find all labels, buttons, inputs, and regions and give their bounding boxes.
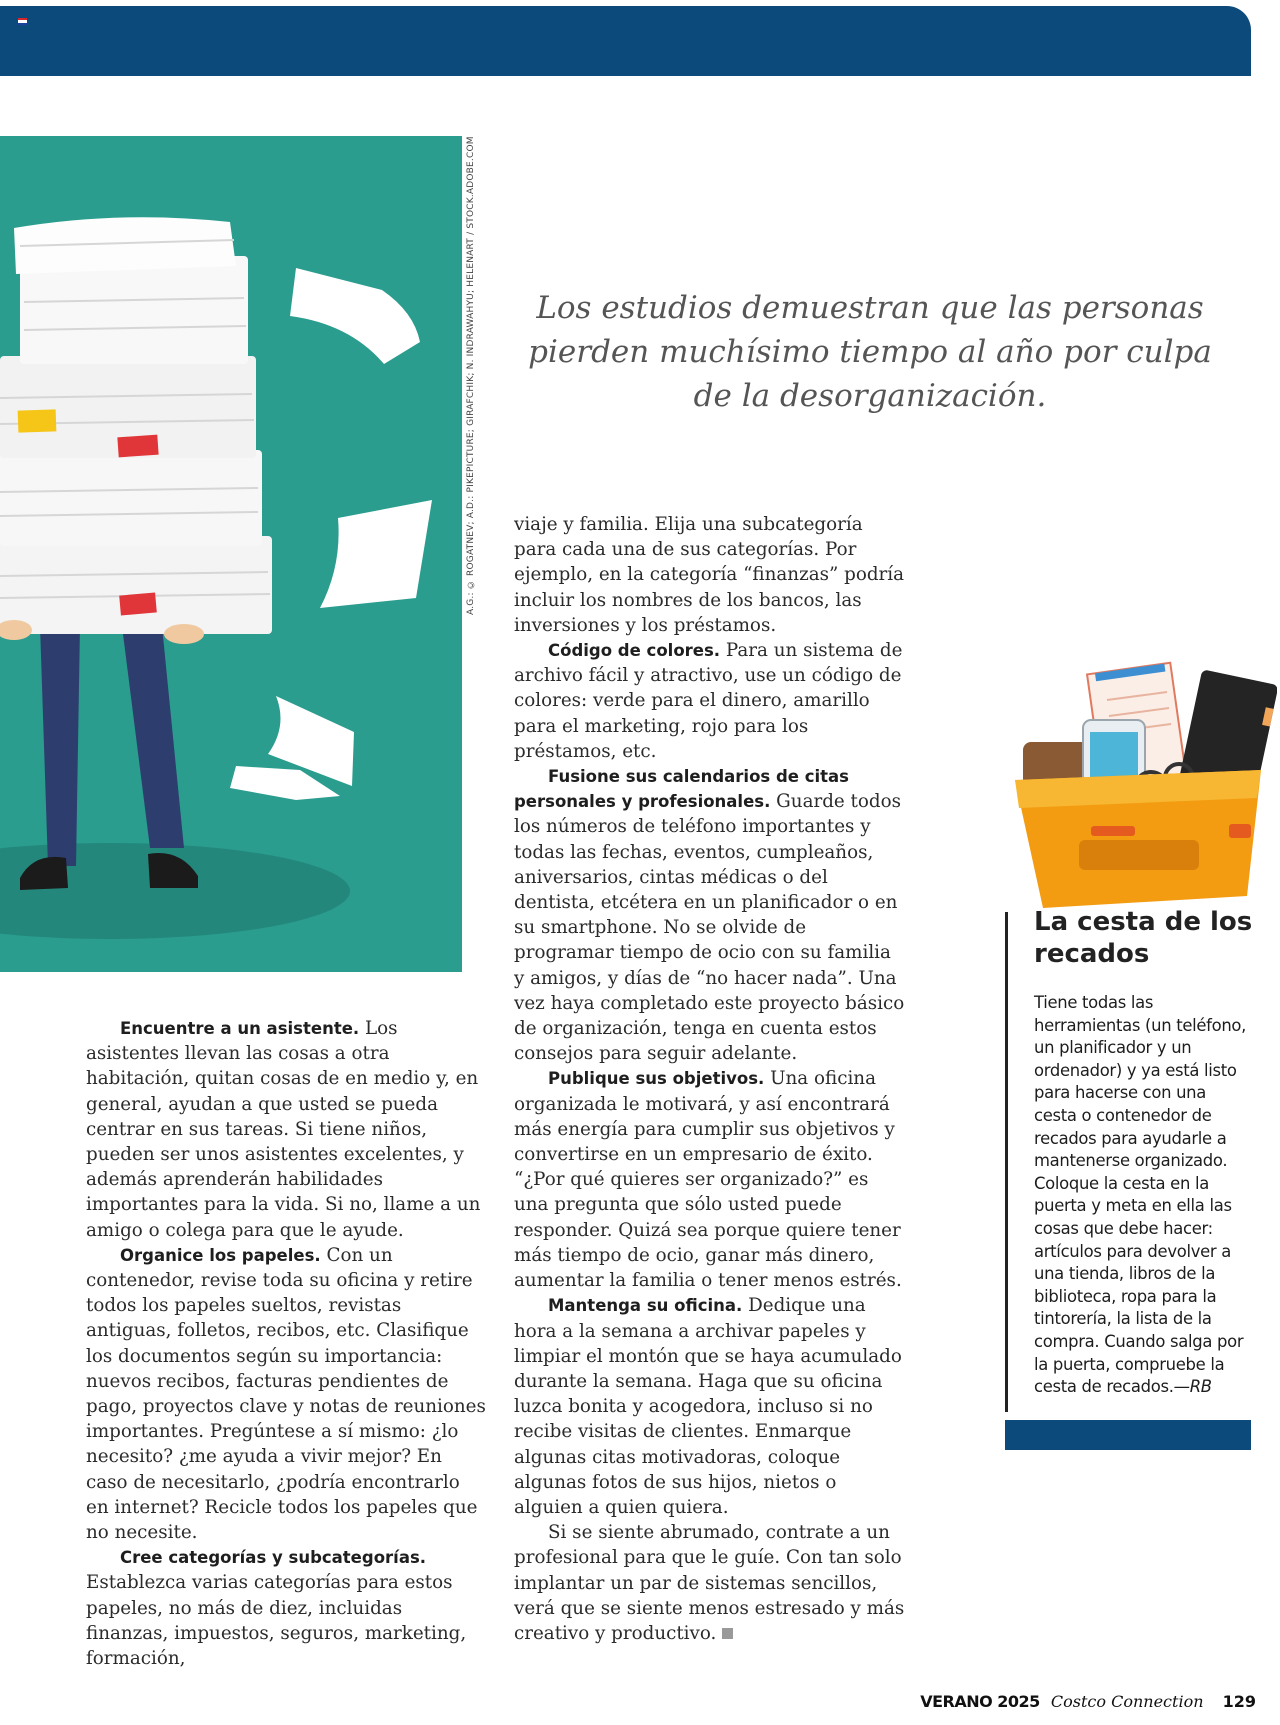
paragraph-lead: Cree categorías y subcategorías. — [120, 1548, 427, 1568]
page-footer — [920, 1692, 1256, 1711]
errand-basket-icon — [1003, 660, 1277, 916]
photo-credit: A.G.: © ROGATNEV; A.D.: PIKEPICTURE; GIRAFCHIK; N. INDRAWAHYU; HELENART / STOCK.ADOBE.COM — [466, 136, 476, 615]
sidebar-signature: —RB — [1173, 1377, 1212, 1397]
closing-paragraph: Si se siente abrumado, contrate a un profesional para que le guíe. Con tan solo implantar un par de sistemas sencillos, verá que se siente menos estresado y más creativo y productivo. — [514, 1522, 905, 1644]
paragraph-lead: Encuentre a un asistente. — [120, 1019, 360, 1038]
paragraph: Cree categorías y subcategorías. Establezca varias categorías para estos papeles, no más de diez, incluidas finanzas, impuestos, seguros, marketing, formación, — [86, 1548, 467, 1670]
paragraph: Fusione sus calendarios de citas personales y profesionales. Guarde todos los números de teléfono importantes y todas las fechas, eventos, cumpleaños, aniversarios, cintas médicas o del dentista, etcétera en un planificador o en su smartphone. No se olvide de programar tiempo de ocio con su familia y amigos, y días de “no hacer nada”. Una vez haya completado este proyecto básico de organización, tenga en cuenta estos consejos para seguir adelante. — [514, 767, 905, 1065]
paragraph: viaje y familia. Elija una subcategoría para cada una de sus categorías. Por ejemplo, en la categoría “finanzas” podría incluir los nombres de los bancos, las inversiones y los préstamos. — [514, 514, 905, 636]
paragraph: Organice los papeles. Con un contenedor, revise toda su oficina y retire todos los papeles sueltos, revistas antiguas, folletos, recibos, etc. Clasifique los documentos según su importancia: nuevos recibos, facturas pendientes de pago, proyectos clave y notas de reuniones importantes. Pregúntese a sí mismo: ¿lo necesito? ¿me ayuda a vivir mejor? En caso de necesitarlo, ¿podría encontrarlo en internet? Recicle todos los papeles que no necesite. — [86, 1244, 486, 1544]
paragraph: Mantenga su oficina. Dedique una hora a la semana a archivar papeles y limpiar el montón que se haya acumulado durante la semana. Haga que su oficina luzca bonita y acogedora, incluso si no recibe visitas de clientes. Enmarque algunas citas motivadoras, coloque algunas fotos de sus hijos, nietos o alguien a quien quiera. — [514, 1295, 902, 1518]
pull-quote: Los estudios demuestran que las personas pierden muchísimo tiempo al año por culpa de la desorganización. — [528, 290, 1212, 414]
paragraph-lead: Mantenga su oficina. — [548, 1296, 743, 1316]
end-mark-icon — [722, 1628, 733, 1639]
article-column-1 — [86, 1016, 486, 1671]
magazine-name: Costco Connection — [1050, 1692, 1204, 1711]
sidebar-body: Tiene todas las herramientas (un teléfono, un planificador y un ordenador) y ya está listo para hacerse con una cesta o contenedor de recados para ayudarle a mantenerse organizado. Coloque la cesta en la puerta y meta en ella las cosas que debe hacer: artículos para devolver a una tienda, libros de la biblioteca, ropa para la tintorería, la lista de la compra. Cuando salga por la puerta, compruebe la cesta de recados.—RB — [1034, 993, 1247, 1397]
paragraph: Encuentre a un asistente. Los asistentes llevan las cosas a otra habitación, quitan cosas de en medio y, en general, ayudan a que usted se pueda centrar en sus tareas. Si tiene niños, pueden ser unos asistentes excelentes, y además aprenderán habilidades importantes para la vida. Si no, llame a un amigo o colega para que le ayude. — [86, 1018, 481, 1241]
paragraph: Publique sus objetivos. Una oficina organizada le motivará, y así encontrará más energía para cumplir sus objetivos y convertirse en un empresario de éxito. “¿Por qué quieres ser organizado?” es una pregunta que sólo usted puede responder. Quizá sea porque quiere tener más tiempo de ocio, ganar más dinero, aumentar la familia o tener menos estrés. — [514, 1068, 902, 1292]
paragraph: Código de colores. Para un sistema de archivo fácil y atractivo, use un código de colores: verde para el dinero, amarillo para el marketing, rojo para los préstamos, etc. — [514, 640, 903, 762]
page-number: 129 — [1222, 1692, 1256, 1711]
header-bar — [0, 6, 1251, 76]
paragraph-lead: Publique sus objetivos. — [548, 1069, 765, 1089]
paragraph-lead: Fusione sus calendarios de citas personales y profesionales. — [514, 767, 849, 812]
issue-label: VERANO 2025 — [920, 1692, 1040, 1711]
sidebar-footer-bar — [1005, 1420, 1251, 1450]
flag-icon — [18, 18, 27, 25]
stacked-papers-person-icon — [0, 136, 462, 972]
sidebar-rule — [1005, 912, 1008, 1412]
article-column-2 — [514, 512, 906, 1646]
sidebar-title: La cesta de los recados — [1034, 907, 1253, 969]
paragraph-lead: Código de colores. — [548, 641, 721, 661]
paragraph-lead: Organice los papeles. — [120, 1245, 321, 1265]
